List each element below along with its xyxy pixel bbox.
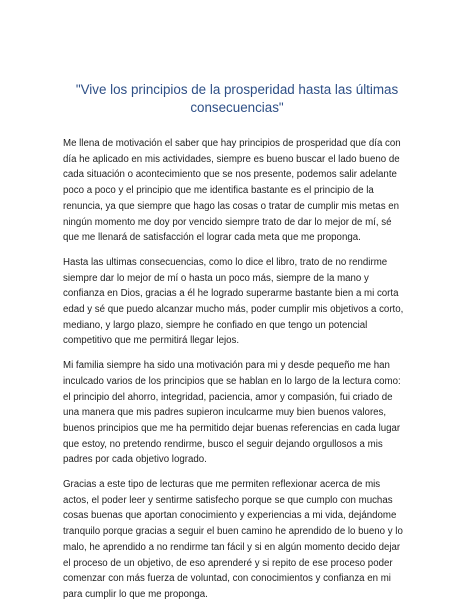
paragraph-2: Hasta las ultimas consecuencias, como lo dice el libro, trato de no rendirme siempre dar lo mejor de mí o hasta un poco más, siempre de la mano y confianza en Dios, gracias a él he logrado superarme bastante bien a mi corta edad y sé que puedo alcanzar mucho más, poder cumplir mis objetivos a corto, mediano, y largo plazo, siempre he confiado en que tengo un potencial competitivo que me permitirá llegar lejos.: [63, 256, 404, 347]
paragraph-3: Mi familia siempre ha sido una motivación para mi y desde pequeño me han inculcado varios de los principios que se hablan en lo largo de la lectura como: el principio del ahorro, integridad, paciencia, amor y compasión, fui criado de una manera que mis padres supieron inculcarme muy bien buenos valores, buenos principios que me ha permitido dejar buenas referencias en cada lugar que estoy, no pretendo rendirme, busco el seguir dejando orgullosos a mis padres por cada objetivo logrado.: [63, 360, 401, 466]
paragraph-1: Me llena de motivación el saber que hay principios de prosperidad que día con día he aplicado en mis actividades, siempre es bueno buscar el lado bueno de cada situación o acontecimiento que se nos presente, podemos salir adelante poco a poco y el principio que me identifica bastante es el principio de la renuncia, ya que siempre que hago las cosas o tratar de cumplir mis metas en ningún momento me doy por vencido siempre trato de dar lo mejor de mí, sé que me llenará de satisfacción el lograr cada meta que me proponga.: [63, 138, 401, 244]
document-body: [63, 136, 405, 612]
document-title: "Vive los principios de la prosperidad hasta las últimas consecuencias": [75, 82, 399, 115]
paragraph-4: Gracias a este tipo de lecturas que me permiten reflexionar acerca de mis actos, el poder leer y sentirme satisfecho porque se que cumplo con muchas cosas buenas que aportan conocimiento y experiencias a mi vida, dejándome tranquilo porque gracias a seguir el buen camino he aprendido de lo bueno y lo malo, he aprendido a no rendirme tan fácil y si en algún momento decido dejar el proceso de un objetivo, de eso aprenderé y si repito de ese proceso poder comenzar con más fuerza de voluntad, con conocimientos y confianza en mi para cumplir lo que me proponga.: [63, 479, 403, 600]
